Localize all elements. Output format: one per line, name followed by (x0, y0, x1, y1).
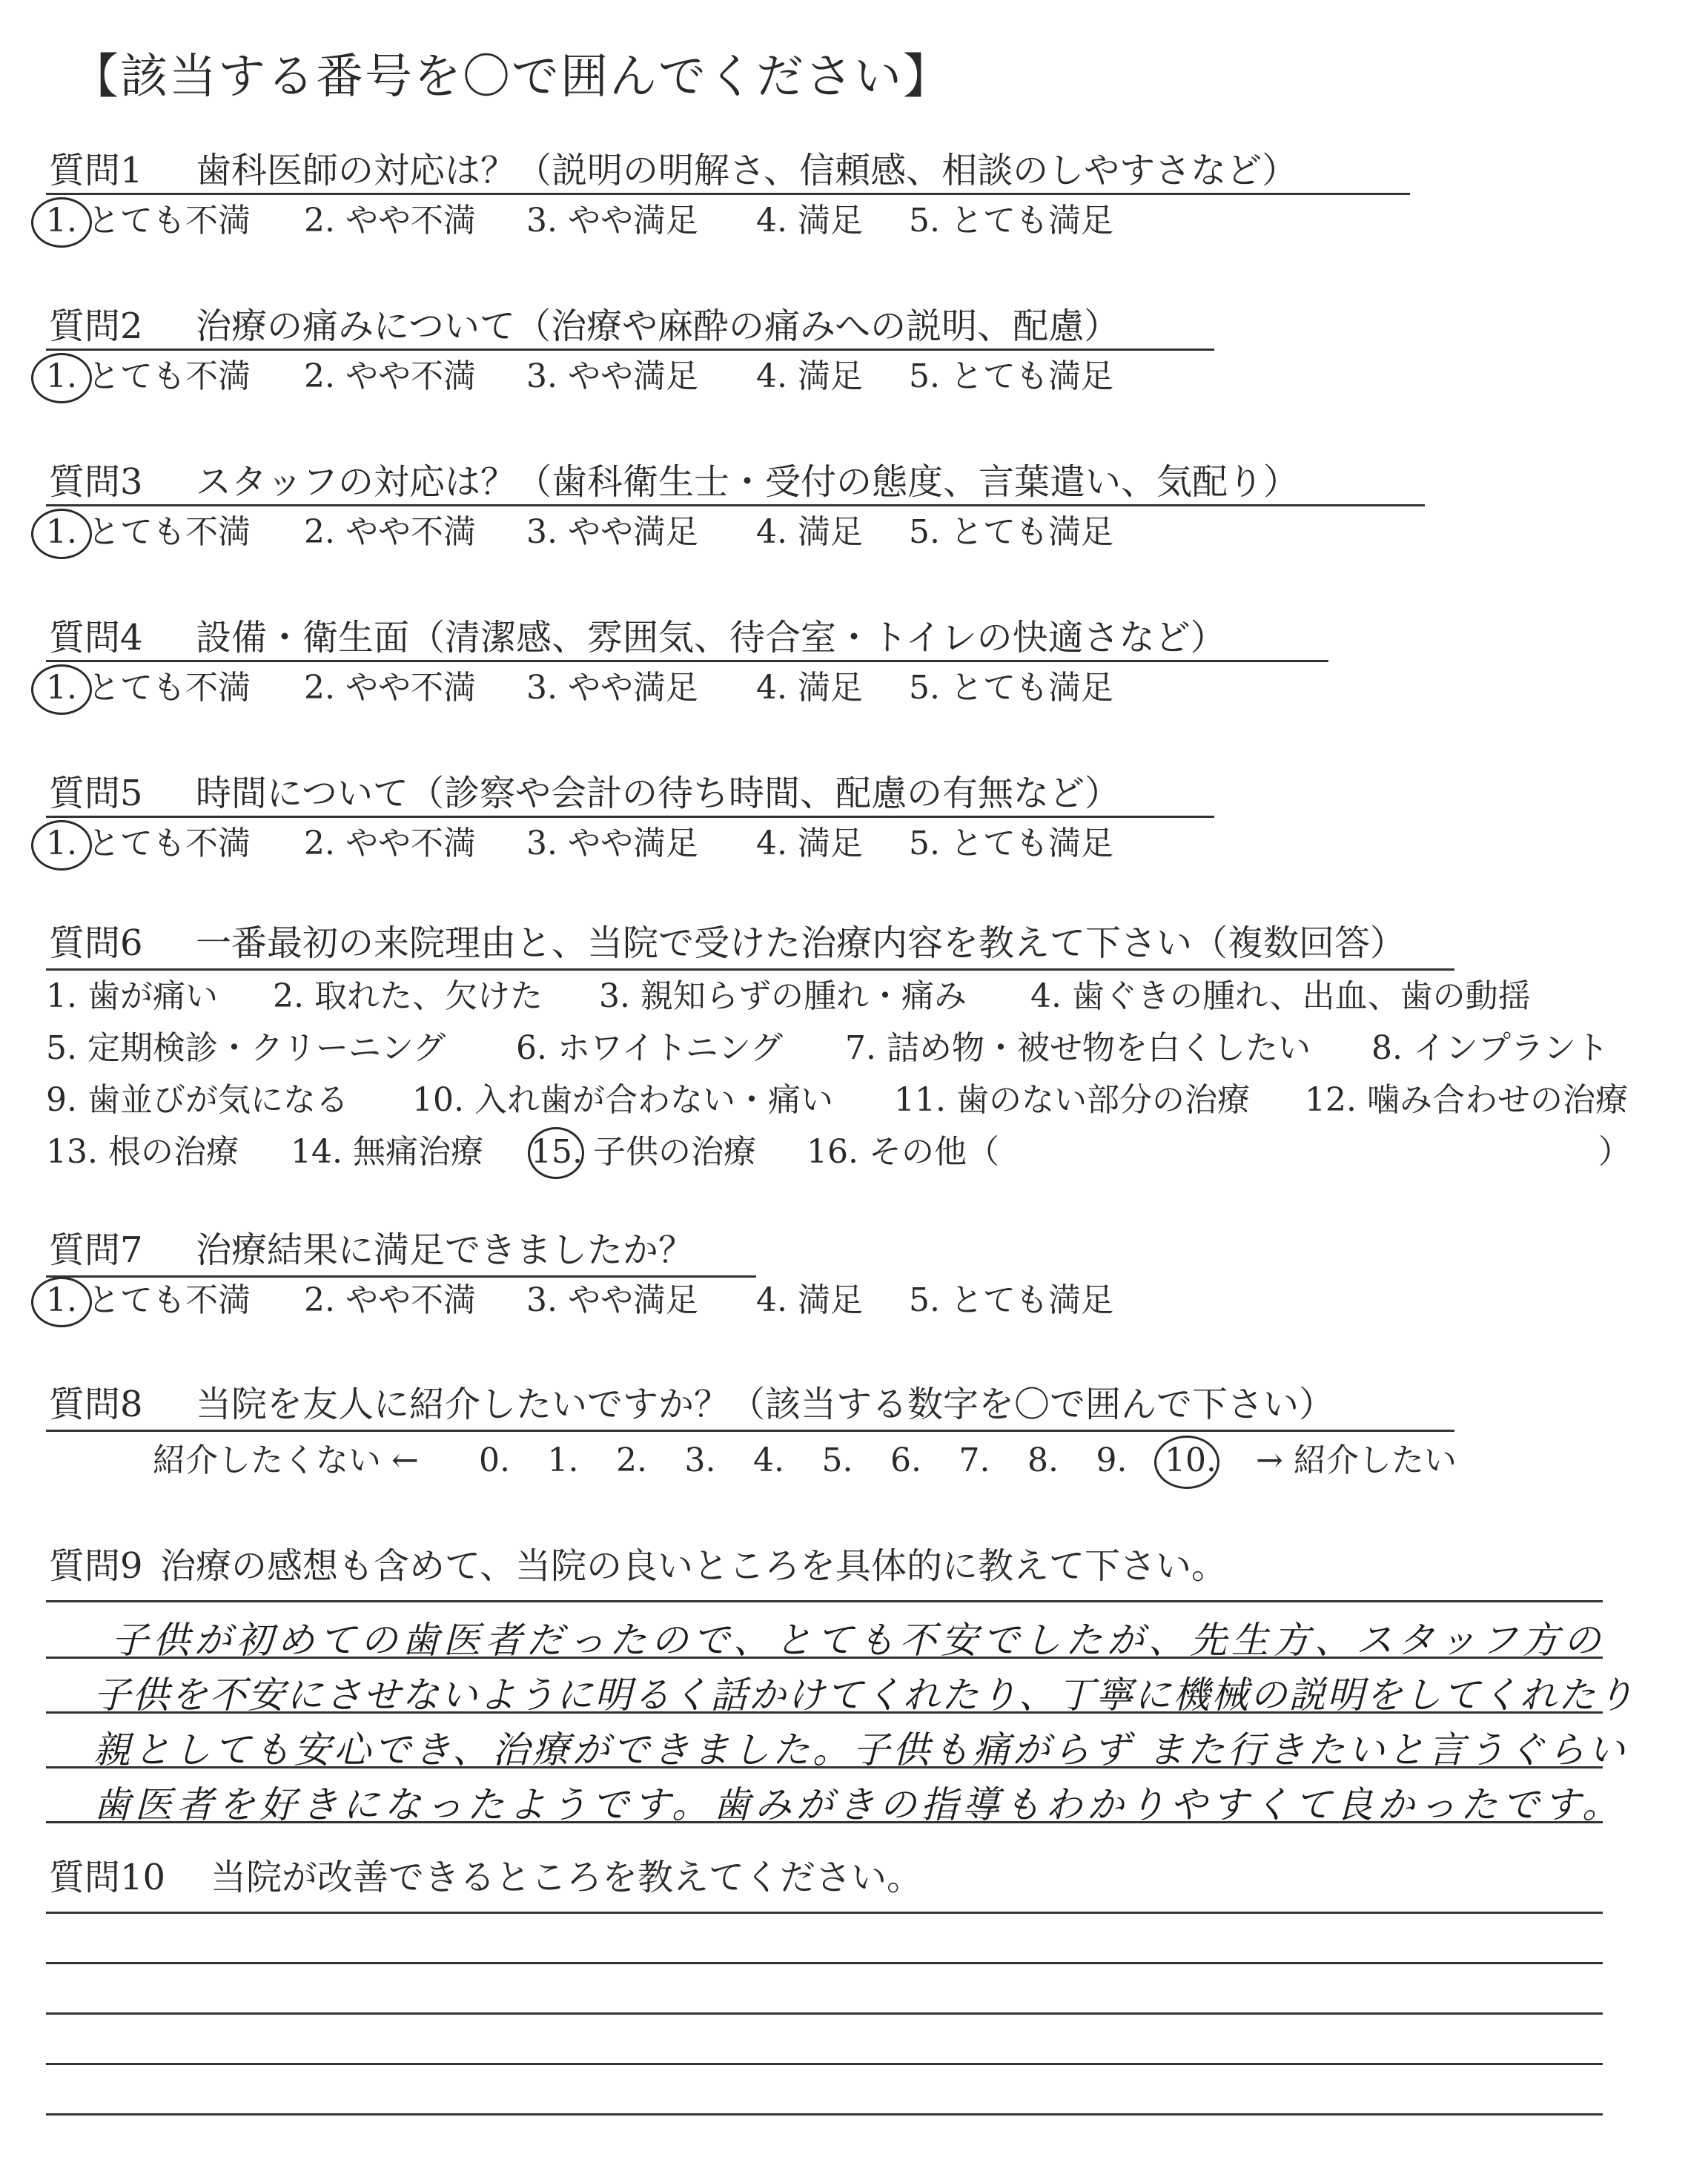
q2-selected-circle (31, 353, 92, 403)
q8-right-label: → 紹介したい (1256, 1441, 1457, 1479)
q8-scale-0[interactable]: 0. (479, 1441, 510, 1479)
q8-scale-8[interactable]: 8. (1027, 1441, 1059, 1479)
q5-label: 質問5 (49, 773, 143, 814)
q8-underline (46, 1430, 1454, 1432)
q9-text: 治療の感想も含めて、当院の良いところを具体的に教えて下さい。 (160, 1545, 1228, 1587)
q4-label: 質問4 (49, 617, 143, 658)
q4-option-2[interactable]: 2. やや不満 (304, 669, 476, 707)
q3-underline (46, 504, 1425, 506)
q4-option-5[interactable]: 5. とても満足 (909, 669, 1113, 707)
q5-option-2[interactable]: 2. やや不満 (304, 825, 476, 862)
q6-option-6[interactable]: 6. ホワイトニング (516, 1029, 784, 1067)
q8-label: 質問8 (49, 1384, 143, 1425)
q5-text: 時間について（診察や会計の待ち時間、配慮の有無など） (196, 773, 1121, 814)
q6-option-7[interactable]: 7. 詰め物・被せ物を白くしたい (845, 1029, 1311, 1067)
q1-selected-circle (31, 197, 92, 248)
q8-scale-6[interactable]: 6. (890, 1441, 921, 1479)
q2-option-5[interactable]: 5. とても満足 (909, 357, 1113, 395)
q9-label: 質問9 (49, 1545, 143, 1587)
q8-scale-9[interactable]: 9. (1096, 1441, 1128, 1479)
q6-option-8[interactable]: 8. インプラント (1371, 1029, 1609, 1067)
q6-selected-circle (528, 1127, 584, 1179)
q9-answer-line: 子供が初めての歯医者だったので、とても不安でしたが、先生方、スタッフ方の (111, 1619, 1605, 1662)
q8-scale-3[interactable]: 3. (684, 1441, 716, 1479)
q2-option-2[interactable]: 2. やや不満 (304, 357, 476, 395)
q10-line[interactable] (46, 2012, 1603, 2015)
q7-option-1[interactable]: 1. とても不満 (46, 1281, 251, 1319)
q3-text: スタッフの対応は？（歯科衛生士・受付の態度、言葉遣い、気配り） (196, 461, 1300, 503)
q1-text: 歯科医師の対応は？（説明の明解さ、信頼感、相談のしやすさなど） (196, 150, 1298, 191)
q5-underline (46, 816, 1214, 818)
q6-option-3[interactable]: 3. 親知らずの腫れ・痛み (599, 977, 967, 1015)
q6-option-16[interactable]: 16. その他（ (807, 1133, 999, 1171)
q8-scale-10[interactable]: 10. (1165, 1441, 1217, 1479)
q6-other-close: ） (1598, 1133, 1631, 1171)
q6-option-2[interactable]: 2. 取れた、欠けた (273, 977, 543, 1015)
q2-option-1[interactable]: 1. とても不満 (46, 357, 251, 395)
q6-text: 一番最初の来院理由と、当院で受けた治療内容を教えて下さい（複数回答） (196, 922, 1406, 964)
q1-option-2[interactable]: 2. やや不満 (304, 202, 476, 240)
q10-label: 質問10 (49, 1857, 166, 1898)
q1-option-1[interactable]: 1. とても不満 (46, 202, 251, 240)
q7-option-3[interactable]: 3. やや満足 (526, 1281, 698, 1319)
q4-option-4[interactable]: 4. 満足 (756, 669, 863, 707)
q1-label: 質問1 (49, 150, 143, 191)
q3-option-3[interactable]: 3. やや満足 (526, 513, 698, 551)
q3-option-1[interactable]: 1. とても不満 (46, 513, 251, 551)
q8-scale-7[interactable]: 7. (959, 1441, 990, 1479)
q4-option-3[interactable]: 3. やや満足 (526, 669, 698, 707)
q5-selected-circle (31, 820, 92, 871)
q7-option-4[interactable]: 4. 満足 (756, 1281, 863, 1319)
q1-option-5[interactable]: 5. とても満足 (909, 202, 1113, 240)
q7-label: 質問7 (49, 1229, 143, 1271)
q5-option-3[interactable]: 3. やや満足 (526, 825, 698, 862)
q6-option-5[interactable]: 5. 定期検診・クリーニング (46, 1029, 446, 1067)
q6-option-13[interactable]: 13. 根の治療 (46, 1133, 239, 1171)
q5-option-4[interactable]: 4. 満足 (756, 825, 863, 862)
q8-scale-4[interactable]: 4. (753, 1441, 784, 1479)
q4-selected-circle (31, 664, 92, 715)
q6-option-1[interactable]: 1. 歯が痛い (46, 977, 218, 1015)
q6-option-11[interactable]: 11. 歯のない部分の治療 (894, 1081, 1250, 1119)
q7-text: 治療結果に満足できましたか？ (196, 1229, 695, 1271)
q3-option-5[interactable]: 5. とても満足 (909, 513, 1113, 551)
q8-left-label: 紹介したくない ← (153, 1441, 419, 1479)
q6-option-4[interactable]: 4. 歯ぐきの腫れ、出血、歯の動揺 (1030, 977, 1531, 1015)
q4-underline (46, 660, 1328, 662)
q4-option-1[interactable]: 1. とても不満 (46, 669, 251, 707)
q9-answer-line: 親としても安心でき、治療ができました。子供も痛がらず また行きたいと言うぐらい (93, 1728, 1628, 1771)
q7-option-5[interactable]: 5. とても満足 (909, 1281, 1113, 1319)
q6-option-12[interactable]: 12. 噛み合わせの治療 (1305, 1081, 1628, 1119)
q10-line[interactable] (46, 2063, 1603, 2065)
q7-option-2[interactable]: 2. やや不満 (304, 1281, 476, 1319)
q3-selected-circle (31, 509, 92, 559)
q10-line[interactable] (46, 1912, 1603, 1914)
q10-text: 当院が改善できるところを教えてください。 (211, 1857, 923, 1898)
q10-line[interactable] (46, 1962, 1603, 1964)
q6-option-15[interactable]: 15. 子供の治療 (531, 1133, 756, 1171)
q8-scale-1[interactable]: 1. (547, 1441, 579, 1479)
q3-option-4[interactable]: 4. 満足 (756, 513, 863, 551)
q2-underline (46, 349, 1214, 351)
q2-text: 治療の痛みについて（治療や麻酔の痛みへの説明、配慮） (196, 305, 1120, 347)
q8-scale-2[interactable]: 2. (616, 1441, 647, 1479)
q8-selected-circle (1154, 1436, 1219, 1489)
q1-underline (46, 193, 1410, 195)
q3-option-2[interactable]: 2. やや不満 (304, 513, 476, 551)
q9-answer-line: 子供を不安にさせないように明るく話かけてくれたり、丁寧に機械の説明をしてくれたり (93, 1674, 1635, 1717)
q5-option-5[interactable]: 5. とても満足 (909, 825, 1113, 862)
q1-option-4[interactable]: 4. 満足 (756, 202, 863, 240)
q2-label: 質問2 (49, 305, 143, 347)
q6-option-14[interactable]: 14. 無痛治療 (291, 1133, 483, 1171)
q7-selected-circle (31, 1277, 92, 1327)
q8-scale-5[interactable]: 5. (821, 1441, 853, 1479)
q10-line[interactable] (46, 2113, 1603, 2116)
q5-option-1[interactable]: 1. とても不満 (46, 825, 251, 862)
page-title: 【該当する番号を〇で囲んでください】 (71, 50, 952, 105)
q6-option-10[interactable]: 10. 入れ歯が合わない・痛い (412, 1081, 833, 1119)
q2-option-4[interactable]: 4. 満足 (756, 357, 863, 395)
q4-text: 設備・衛生面（清潔感、雰囲気、待合室・トイレの快適さなど） (196, 617, 1226, 658)
q6-label: 質問6 (49, 922, 143, 964)
q3-label: 質問3 (49, 461, 143, 503)
q7-underline (46, 1275, 756, 1278)
q2-option-3[interactable]: 3. やや満足 (526, 357, 698, 395)
q6-underline (46, 968, 1454, 971)
q9-answer-line: 歯医者を好きになったようです。歯みがきの指導もわかりやすくて良かったです。 (93, 1783, 1623, 1826)
q6-option-9[interactable]: 9. 歯並びが気になる (46, 1081, 348, 1119)
q9-line (46, 1600, 1603, 1602)
q1-option-3[interactable]: 3. やや満足 (526, 202, 698, 240)
q8-text: 当院を友人に紹介したいですか？（該当する数字を〇で囲んで下さい） (196, 1384, 1335, 1425)
